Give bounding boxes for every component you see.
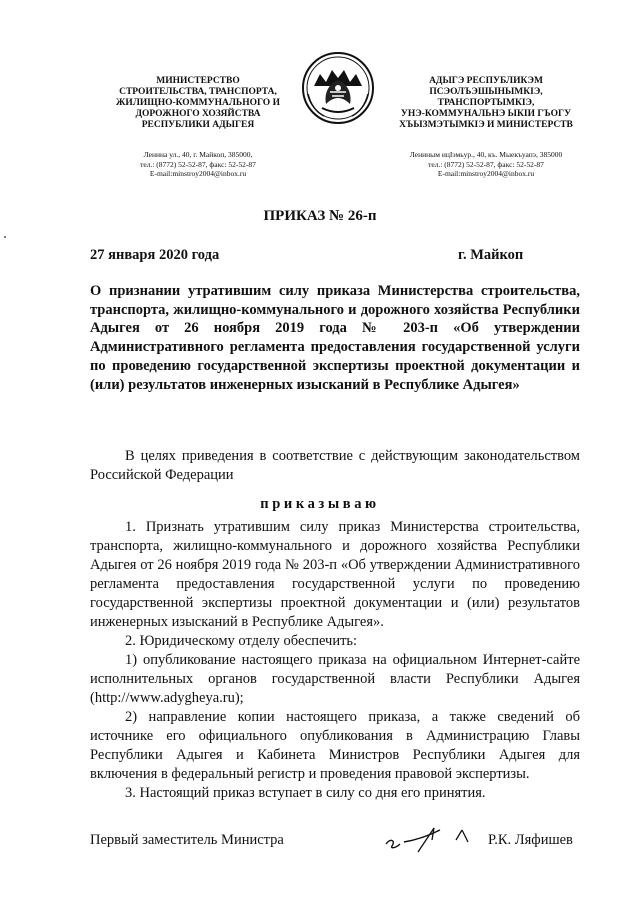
order-body xyxy=(90,518,580,803)
order-item: 1. Признать утратившим силу приказ Министерства строительства, транспорта, жилищно-коммунального и дорожного хозяйства Республики Адыгея от 26 ноября 2019 года № 203-п «Об утверждении Административного регламента предоставления государственной услуги по проведению государственной экспертизы проектной документации и (или) результатов инженерных изысканий в Республике Адыгея». xyxy=(90,519,580,630)
ministry-address-adyghe xyxy=(386,150,586,179)
ministry-name-russian xyxy=(100,76,296,131)
ministry-name-line: ТРАНСПОРТЫМКIЭ, xyxy=(437,98,535,108)
order-item: 2. Юридическому отделу обеспечить: xyxy=(125,633,358,649)
order-date: 27 января 2020 года xyxy=(90,247,220,263)
ministry-name-line: СТРОИТЕЛЬСТВА, ТРАНСПОРТА, xyxy=(119,87,277,97)
order-city: г. Майкоп xyxy=(458,247,524,263)
order-title: ПРИКАЗ № 26-п xyxy=(263,208,377,224)
ministry-name-line: ХЪЫЗМЭТЫМКIЭ И МИНИСТЕРСТВ xyxy=(399,120,573,130)
email-line: E-mail:minstroy2004@inbox.ru xyxy=(437,169,535,178)
ministry-name-line: УНЭ-КОММУНАЛЬНЭ ЫКIИ ГЪОГУ xyxy=(400,109,572,119)
signatory-role: Первый заместитель Министра xyxy=(90,832,284,848)
ministry-name-line: РЕСПУБЛИКИ АДЫГЕЯ xyxy=(141,120,255,130)
contacts-line: тел.: (8772) 52-52-87, факс: 52-52-87 xyxy=(428,159,544,169)
signatory-name: Р.К. Ляфишев xyxy=(488,832,573,848)
order-subject: О признании утратившим силу приказа Министерства строительства, транспорта, жилищно-коммунального и дорожного хозяйства Республики Адыгея от 26 ноября 2019 года № 203-п «Об утверждении Административного регламента предоставления государственной услуги по проведению государственной экспертизы проектной документации и (или) результатов инженерных изысканий в Республике Адыгея» xyxy=(90,283,580,393)
contacts-line: тел.: (8772) 52-52-87, факс: 52-52-87 xyxy=(140,159,256,169)
email-line: E-mail:minstroy2004@inbox.ru xyxy=(149,169,247,178)
ministry-name-adyghe xyxy=(386,76,586,131)
address-line: Лениным ицIэмьур., 40, къ. Мыекъуапэ, 385000 xyxy=(409,150,563,159)
ministry-name-line: ПСЭОЛЪЭШЫНЫМКIЭ, xyxy=(429,87,543,97)
ministry-name-line: АДЫГЭ РЕСПУБЛИКЭМ xyxy=(429,76,543,86)
scan-mark xyxy=(3,235,7,239)
order-item: 2) направление копии настоящего приказа, а также сведений об источнике его официального опубликования в Администрацию Главы Республики Адыгея и Кабинета Министров Республики Адыгея для включения в федеральный регистр и проведения правовой экспертизы. xyxy=(90,709,580,782)
order-item: 1) опубликование настоящего приказа на официальном Интернет-сайте исполнительных органов государственной власти Республики Адыгея (http://www.adygheya.ru); xyxy=(90,652,580,706)
handwritten-signature-icon xyxy=(382,822,482,856)
ministry-name-line: ДОРОЖНОГО ХОЗЯЙСТВА xyxy=(135,109,261,119)
ministry-address-russian xyxy=(100,150,296,179)
ministry-name-line: ЖИЛИЩНО-КОММУНАЛЬНОГО И xyxy=(116,98,280,108)
republic-of-adygea-emblem-icon xyxy=(300,50,376,126)
order-preamble: В целях приведения в соответствие с действующим законодательством Российской Федерации xyxy=(90,448,580,483)
order-item: 3. Настоящий приказ вступает в силу со дня его принятия. xyxy=(125,785,486,801)
ministry-name-line: МИНИСТЕРСТВО xyxy=(156,76,240,86)
address-line: Ленина ул., 40, г. Майкоп, 385000, xyxy=(143,150,253,159)
decree-word: приказываю xyxy=(260,496,380,512)
